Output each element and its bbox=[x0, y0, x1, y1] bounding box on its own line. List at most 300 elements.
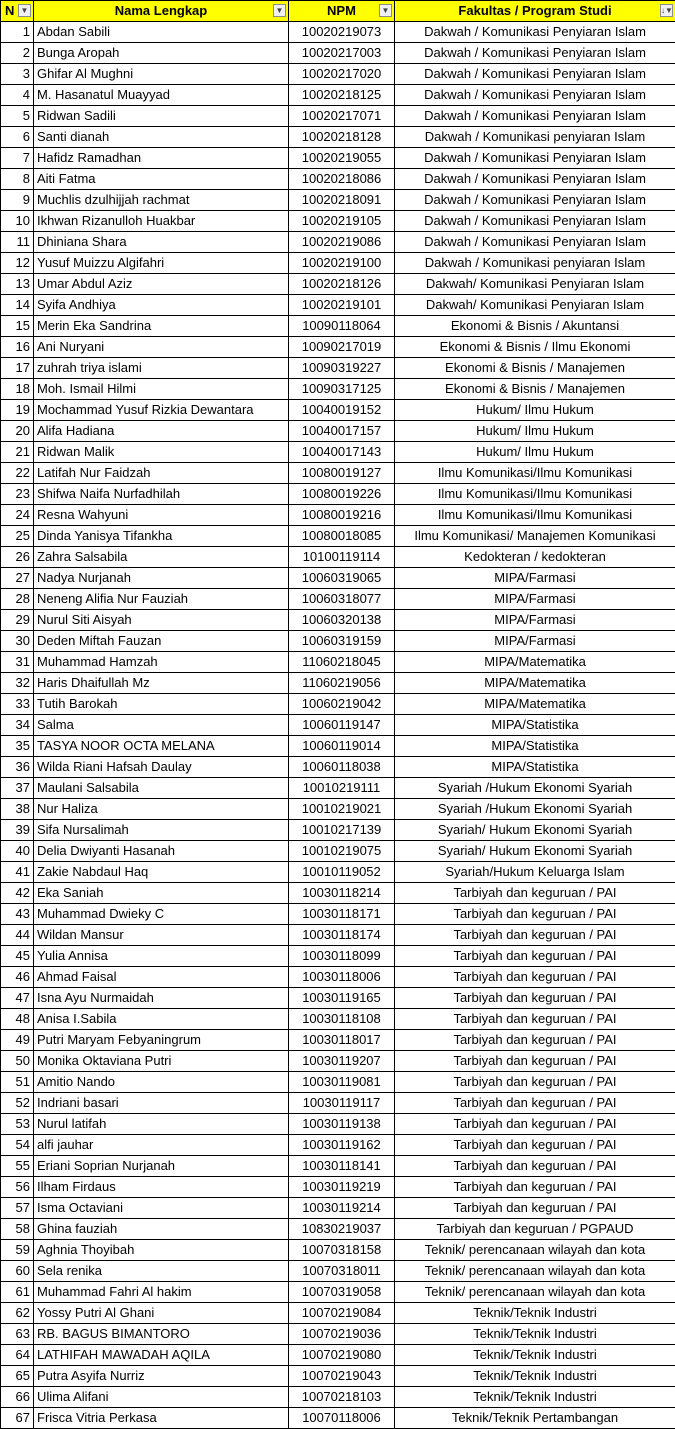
cell-npm[interactable]: 10030119117 bbox=[289, 1093, 395, 1114]
cell-no[interactable]: 33 bbox=[1, 694, 34, 715]
cell-no[interactable]: 26 bbox=[1, 547, 34, 568]
cell-no[interactable]: 8 bbox=[1, 169, 34, 190]
cell-no[interactable]: 1 bbox=[1, 22, 34, 43]
table-row bbox=[1, 1051, 675, 1072]
cell-npm[interactable]: 10020217003 bbox=[289, 43, 395, 64]
sort-filter-icon[interactable]: ↓▼ bbox=[661, 6, 673, 15]
cell-npm[interactable]: 10020218086 bbox=[289, 169, 395, 190]
cell-name[interactable]: RB. BAGUS BIMANTORO bbox=[34, 1324, 289, 1345]
cell-name[interactable]: zuhrah triya islami bbox=[34, 358, 289, 379]
cell-npm[interactable]: 10060119147 bbox=[289, 715, 395, 736]
cell-no[interactable]: 14 bbox=[1, 295, 34, 316]
cell-npm[interactable]: 10090217019 bbox=[289, 337, 395, 358]
cell-npm[interactable]: 10030119162 bbox=[289, 1135, 395, 1156]
cell-name[interactable]: Dhiniana Shara bbox=[34, 232, 289, 253]
cell-name[interactable]: Frisca Vitria Perkasa bbox=[34, 1408, 289, 1429]
table-row bbox=[1, 1366, 675, 1387]
cell-no[interactable]: 50 bbox=[1, 1051, 34, 1072]
cell-fak[interactable]: Teknik/Teknik Industri bbox=[395, 1345, 675, 1366]
cell-no[interactable]: 9 bbox=[1, 190, 34, 211]
header-no[interactable] bbox=[1, 1, 34, 22]
cell-name[interactable]: Haris Dhaifullah Mz bbox=[34, 673, 289, 694]
cell-fak[interactable]: MIPA/Farmasi bbox=[395, 631, 675, 652]
cell-name[interactable]: Nadya Nurjanah bbox=[34, 568, 289, 589]
cell-fak[interactable]: Tarbiyah dan keguruan / PAI bbox=[395, 1030, 675, 1051]
cell-fak[interactable]: Teknik/ perencanaan wilayah dan kota bbox=[395, 1261, 675, 1282]
cell-name[interactable]: Eka Saniah bbox=[34, 883, 289, 904]
cell-npm[interactable]: 10070118006 bbox=[289, 1408, 395, 1429]
cell-fak[interactable]: Ilmu Komunikasi/Ilmu Komunikasi bbox=[395, 463, 675, 484]
cell-fak[interactable]: Hukum/ Ilmu Hukum bbox=[395, 421, 675, 442]
cell-npm[interactable]: 10080019216 bbox=[289, 505, 395, 526]
cell-fak[interactable]: Tarbiyah dan keguruan / PAI bbox=[395, 988, 675, 1009]
cell-fak[interactable]: Dakwah / Komunikasi Penyiaran Islam bbox=[395, 211, 675, 232]
cell-no[interactable]: 5 bbox=[1, 106, 34, 127]
cell-npm[interactable]: 10030118171 bbox=[289, 904, 395, 925]
cell-npm[interactable]: 10060320138 bbox=[289, 610, 395, 631]
filter-dropdown-icon[interactable]: ▼ bbox=[18, 4, 31, 17]
cell-fak[interactable]: Tarbiyah dan keguruan / PAI bbox=[395, 1072, 675, 1093]
cell-fak[interactable]: Ekonomi & Bisnis / Akuntansi bbox=[395, 316, 675, 337]
cell-name[interactable]: Delia Dwiyanti Hasanah bbox=[34, 841, 289, 862]
cell-npm[interactable]: 10070319058 bbox=[289, 1282, 395, 1303]
cell-name[interactable]: Nurul Siti Aisyah bbox=[34, 610, 289, 631]
cell-name[interactable]: Abdan Sabili bbox=[34, 22, 289, 43]
cell-no[interactable]: 16 bbox=[1, 337, 34, 358]
cell-name[interactable]: Monika Oktaviana Putri bbox=[34, 1051, 289, 1072]
cell-no[interactable]: 32 bbox=[1, 673, 34, 694]
cell-npm[interactable]: 10020218128 bbox=[289, 127, 395, 148]
cell-npm[interactable]: 10030119081 bbox=[289, 1072, 395, 1093]
cell-name[interactable]: Mochammad Yusuf Rizkia Dewantara bbox=[34, 400, 289, 421]
table-row bbox=[1, 946, 675, 967]
table-row bbox=[1, 883, 675, 904]
cell-no[interactable]: 22 bbox=[1, 463, 34, 484]
cell-name[interactable]: Syifa Andhiya bbox=[34, 295, 289, 316]
cell-no[interactable]: 60 bbox=[1, 1261, 34, 1282]
cell-fak[interactable]: Dakwah / Komunikasi Penyiaran Islam bbox=[395, 232, 675, 253]
cell-name[interactable]: Dinda Yanisya Tifankha bbox=[34, 526, 289, 547]
cell-fak[interactable]: Tarbiyah dan keguruan / PAI bbox=[395, 883, 675, 904]
cell-fak[interactable]: Tarbiyah dan keguruan / PAI bbox=[395, 1009, 675, 1030]
table-row bbox=[1, 778, 675, 799]
cell-fak[interactable]: Dakwah / Komunikasi Penyiaran Islam bbox=[395, 169, 675, 190]
cell-no[interactable]: 52 bbox=[1, 1093, 34, 1114]
table-row bbox=[1, 568, 675, 589]
cell-npm[interactable]: 10020219073 bbox=[289, 22, 395, 43]
cell-no[interactable]: 43 bbox=[1, 904, 34, 925]
cell-fak[interactable]: MIPA/Farmasi bbox=[395, 568, 675, 589]
cell-npm[interactable]: 10060318077 bbox=[289, 589, 395, 610]
cell-npm[interactable]: 10020218126 bbox=[289, 274, 395, 295]
cell-name[interactable]: TASYA NOOR OCTA MELANA bbox=[34, 736, 289, 757]
cell-name[interactable]: Zahra Salsabila bbox=[34, 547, 289, 568]
cell-fak[interactable]: Syariah /Hukum Ekonomi Syariah bbox=[395, 799, 675, 820]
cell-no[interactable]: 7 bbox=[1, 148, 34, 169]
cell-fak[interactable]: Teknik/Teknik Industri bbox=[395, 1366, 675, 1387]
table-row bbox=[1, 631, 675, 652]
cell-npm[interactable]: 10080019226 bbox=[289, 484, 395, 505]
cell-npm[interactable]: 10020219086 bbox=[289, 232, 395, 253]
cell-fak[interactable]: Tarbiyah dan keguruan / PAI bbox=[395, 1051, 675, 1072]
cell-fak[interactable]: Dakwah/ Komunikasi Penyiaran Islam bbox=[395, 274, 675, 295]
cell-no[interactable]: 57 bbox=[1, 1198, 34, 1219]
cell-npm[interactable]: 10080019127 bbox=[289, 463, 395, 484]
cell-fak[interactable]: Kedokteran / kedokteran bbox=[395, 547, 675, 568]
cell-no[interactable]: 62 bbox=[1, 1303, 34, 1324]
cell-no[interactable]: 6 bbox=[1, 127, 34, 148]
cell-no[interactable]: 21 bbox=[1, 442, 34, 463]
cell-fak[interactable]: Tarbiyah dan keguruan / PGPAUD bbox=[395, 1219, 675, 1240]
cell-no[interactable]: 65 bbox=[1, 1366, 34, 1387]
cell-npm[interactable]: 10100119114 bbox=[289, 547, 395, 568]
cell-npm[interactable]: 10070219080 bbox=[289, 1345, 395, 1366]
cell-no[interactable]: 58 bbox=[1, 1219, 34, 1240]
cell-npm[interactable]: 10090319227 bbox=[289, 358, 395, 379]
cell-npm[interactable]: 10010119052 bbox=[289, 862, 395, 883]
cell-npm[interactable]: 10020217020 bbox=[289, 64, 395, 85]
cell-npm[interactable]: 10020218125 bbox=[289, 85, 395, 106]
cell-no[interactable]: 42 bbox=[1, 883, 34, 904]
cell-no[interactable]: 27 bbox=[1, 568, 34, 589]
table-row bbox=[1, 253, 675, 274]
cell-name[interactable]: Putri Maryam Febyaningrum bbox=[34, 1030, 289, 1051]
header-npm[interactable] bbox=[289, 1, 395, 22]
cell-fak[interactable]: Syariah /Hukum Ekonomi Syariah bbox=[395, 778, 675, 799]
cell-fak[interactable]: Ilmu Komunikasi/Ilmu Komunikasi bbox=[395, 484, 675, 505]
cell-fak[interactable]: Tarbiyah dan keguruan / PAI bbox=[395, 1114, 675, 1135]
cell-fak[interactable]: Dakwah / Komunikasi Penyiaran Islam bbox=[395, 22, 675, 43]
cell-npm[interactable]: 10040019152 bbox=[289, 400, 395, 421]
cell-no[interactable]: 11 bbox=[1, 232, 34, 253]
cell-fak[interactable]: Syariah/ Hukum Ekonomi Syariah bbox=[395, 820, 675, 841]
cell-name[interactable]: Zakie Nabdaul Haq bbox=[34, 862, 289, 883]
cell-name[interactable]: Moh. Ismail Hilmi bbox=[34, 379, 289, 400]
cell-name[interactable]: Ghina fauziah bbox=[34, 1219, 289, 1240]
cell-no[interactable]: 66 bbox=[1, 1387, 34, 1408]
cell-npm[interactable]: 10020219055 bbox=[289, 148, 395, 169]
cell-no[interactable]: 19 bbox=[1, 400, 34, 421]
cell-no[interactable]: 34 bbox=[1, 715, 34, 736]
table-row bbox=[1, 442, 675, 463]
cell-no[interactable]: 53 bbox=[1, 1114, 34, 1135]
cell-fak[interactable]: Tarbiyah dan keguruan / PAI bbox=[395, 1198, 675, 1219]
cell-npm[interactable]: 10060319159 bbox=[289, 631, 395, 652]
table-row bbox=[1, 421, 675, 442]
cell-no[interactable]: 64 bbox=[1, 1345, 34, 1366]
table-row bbox=[1, 589, 675, 610]
cell-no[interactable]: 13 bbox=[1, 274, 34, 295]
table-row bbox=[1, 673, 675, 694]
cell-npm[interactable]: 10080018085 bbox=[289, 526, 395, 547]
cell-no[interactable]: 63 bbox=[1, 1324, 34, 1345]
cell-fak[interactable]: Tarbiyah dan keguruan / PAI bbox=[395, 1093, 675, 1114]
cell-name[interactable]: Ikhwan Rizanulloh Huakbar bbox=[34, 211, 289, 232]
header-row bbox=[1, 1, 675, 22]
cell-npm[interactable]: 10010219075 bbox=[289, 841, 395, 862]
cell-no[interactable]: 4 bbox=[1, 85, 34, 106]
cell-fak[interactable]: MIPA/Farmasi bbox=[395, 589, 675, 610]
cell-name[interactable]: Maulani Salsabila bbox=[34, 778, 289, 799]
cell-name[interactable]: Putra Asyifa Nurriz bbox=[34, 1366, 289, 1387]
cell-npm[interactable]: 10030118174 bbox=[289, 925, 395, 946]
cell-no[interactable]: 59 bbox=[1, 1240, 34, 1261]
cell-fak[interactable]: Teknik/ perencanaan wilayah dan kota bbox=[395, 1282, 675, 1303]
cell-no[interactable]: 28 bbox=[1, 589, 34, 610]
table-row bbox=[1, 1387, 675, 1408]
cell-npm[interactable]: 10020219101 bbox=[289, 295, 395, 316]
cell-name[interactable]: Santi dianah bbox=[34, 127, 289, 148]
cell-name[interactable]: Nurul latifah bbox=[34, 1114, 289, 1135]
cell-name[interactable]: Salma bbox=[34, 715, 289, 736]
cell-npm[interactable]: 10030118108 bbox=[289, 1009, 395, 1030]
cell-fak[interactable]: Dakwah / Komunikasi penyiaran Islam bbox=[395, 253, 675, 274]
cell-name[interactable]: Ridwan Sadili bbox=[34, 106, 289, 127]
cell-no[interactable]: 15 bbox=[1, 316, 34, 337]
cell-npm[interactable]: 10030118017 bbox=[289, 1030, 395, 1051]
cell-name[interactable]: Eriani Soprian Nurjanah bbox=[34, 1156, 289, 1177]
cell-name[interactable]: Muchlis dzulhijjah rachmat bbox=[34, 190, 289, 211]
cell-no[interactable]: 2 bbox=[1, 43, 34, 64]
cell-npm[interactable]: 10030118006 bbox=[289, 967, 395, 988]
cell-name[interactable]: LATHIFAH MAWADAH AQILA bbox=[34, 1345, 289, 1366]
cell-npm[interactable]: 11060219056 bbox=[289, 673, 395, 694]
cell-fak[interactable]: Tarbiyah dan keguruan / PAI bbox=[395, 946, 675, 967]
cell-no[interactable]: 46 bbox=[1, 967, 34, 988]
cell-name[interactable]: Aghnia Thoyibah bbox=[34, 1240, 289, 1261]
cell-fak[interactable]: Tarbiyah dan keguruan / PAI bbox=[395, 967, 675, 988]
cell-name[interactable]: Indriani basari bbox=[34, 1093, 289, 1114]
cell-name[interactable]: Neneng Alifia Nur Fauziah bbox=[34, 589, 289, 610]
cell-fak[interactable]: Syariah/Hukum Keluarga Islam bbox=[395, 862, 675, 883]
cell-no[interactable]: 56 bbox=[1, 1177, 34, 1198]
cell-npm[interactable]: 11060218045 bbox=[289, 652, 395, 673]
cell-name[interactable]: Shifwa Naifa Nurfadhilah bbox=[34, 484, 289, 505]
table-row bbox=[1, 169, 675, 190]
cell-name[interactable]: Yulia Annisa bbox=[34, 946, 289, 967]
cell-npm[interactable]: 10020217071 bbox=[289, 106, 395, 127]
cell-npm[interactable]: 10030119214 bbox=[289, 1198, 395, 1219]
cell-npm[interactable]: 10090317125 bbox=[289, 379, 395, 400]
table-row bbox=[1, 799, 675, 820]
cell-name[interactable]: M. Hasanatul Muayyad bbox=[34, 85, 289, 106]
cell-no[interactable]: 24 bbox=[1, 505, 34, 526]
cell-name[interactable]: Latifah Nur Faidzah bbox=[34, 463, 289, 484]
cell-no[interactable]: 61 bbox=[1, 1282, 34, 1303]
cell-fak[interactable]: Ekonomi & Bisnis / Manajemen bbox=[395, 358, 675, 379]
cell-npm[interactable]: 10030119207 bbox=[289, 1051, 395, 1072]
cell-npm[interactable]: 10040017157 bbox=[289, 421, 395, 442]
cell-no[interactable]: 48 bbox=[1, 1009, 34, 1030]
cell-name[interactable]: Isma Octaviani bbox=[34, 1198, 289, 1219]
cell-no[interactable]: 23 bbox=[1, 484, 34, 505]
header-fakultas[interactable] bbox=[395, 1, 675, 22]
cell-name[interactable]: Aiti Fatma bbox=[34, 169, 289, 190]
cell-no[interactable]: 20 bbox=[1, 421, 34, 442]
cell-npm[interactable]: 10060319065 bbox=[289, 568, 395, 589]
cell-npm[interactable]: 10830219037 bbox=[289, 1219, 395, 1240]
cell-name[interactable]: Anisa I.Sabila bbox=[34, 1009, 289, 1030]
cell-npm[interactable]: 10070318158 bbox=[289, 1240, 395, 1261]
cell-npm[interactable]: 10090118064 bbox=[289, 316, 395, 337]
cell-fak[interactable]: Tarbiyah dan keguruan / PAI bbox=[395, 1156, 675, 1177]
cell-no[interactable]: 3 bbox=[1, 64, 34, 85]
cell-npm[interactable]: 10070219036 bbox=[289, 1324, 395, 1345]
cell-fak[interactable]: Teknik/Teknik Industri bbox=[395, 1324, 675, 1345]
cell-fak[interactable]: MIPA/Statistika bbox=[395, 715, 675, 736]
cell-fak[interactable]: Dakwah / Komunikasi Penyiaran Islam bbox=[395, 85, 675, 106]
cell-fak[interactable]: Dakwah/ Komunikasi Penyiaran Islam bbox=[395, 295, 675, 316]
table-row bbox=[1, 400, 675, 421]
cell-npm[interactable]: 10060219042 bbox=[289, 694, 395, 715]
cell-name[interactable]: Sela renika bbox=[34, 1261, 289, 1282]
cell-name[interactable]: Muhammad Dwieky C bbox=[34, 904, 289, 925]
cell-name[interactable]: Muhammad Hamzah bbox=[34, 652, 289, 673]
cell-no[interactable]: 47 bbox=[1, 988, 34, 1009]
cell-fak[interactable]: Hukum/ Ilmu Hukum bbox=[395, 442, 675, 463]
cell-name[interactable]: Yossy Putri Al Ghani bbox=[34, 1303, 289, 1324]
cell-fak[interactable]: Teknik/ perencanaan wilayah dan kota bbox=[395, 1240, 675, 1261]
cell-name[interactable]: Hafidz Ramadhan bbox=[34, 148, 289, 169]
filter-dropdown-icon[interactable]: ▼ bbox=[379, 4, 392, 17]
cell-npm[interactable]: 10030119165 bbox=[289, 988, 395, 1009]
cell-name[interactable]: Ulima Alifani bbox=[34, 1387, 289, 1408]
cell-name[interactable]: Ilham Firdaus bbox=[34, 1177, 289, 1198]
cell-fak[interactable]: Dakwah / Komunikasi Penyiaran Islam bbox=[395, 106, 675, 127]
cell-no[interactable]: 31 bbox=[1, 652, 34, 673]
table-row bbox=[1, 652, 675, 673]
cell-no[interactable]: 41 bbox=[1, 862, 34, 883]
cell-fak[interactable]: Tarbiyah dan keguruan / PAI bbox=[395, 1135, 675, 1156]
table-row bbox=[1, 43, 675, 64]
cell-name[interactable]: Wilda Riani Hafsah Daulay bbox=[34, 757, 289, 778]
cell-npm[interactable]: 10070219043 bbox=[289, 1366, 395, 1387]
cell-npm[interactable]: 10020219100 bbox=[289, 253, 395, 274]
table-row bbox=[1, 211, 675, 232]
cell-name[interactable]: Ahmad Faisal bbox=[34, 967, 289, 988]
cell-no[interactable]: 37 bbox=[1, 778, 34, 799]
cell-fak[interactable]: Teknik/Teknik Industri bbox=[395, 1387, 675, 1408]
cell-name[interactable]: Isna Ayu Nurmaidah bbox=[34, 988, 289, 1009]
cell-no[interactable]: 35 bbox=[1, 736, 34, 757]
cell-npm[interactable]: 10070218103 bbox=[289, 1387, 395, 1408]
cell-no[interactable]: 40 bbox=[1, 841, 34, 862]
cell-name[interactable]: Yusuf Muizzu Algifahri bbox=[34, 253, 289, 274]
cell-name[interactable]: Bunga Aropah bbox=[34, 43, 289, 64]
cell-no[interactable]: 10 bbox=[1, 211, 34, 232]
cell-name[interactable]: Ridwan Malik bbox=[34, 442, 289, 463]
cell-no[interactable]: 49 bbox=[1, 1030, 34, 1051]
cell-fak[interactable]: MIPA/Farmasi bbox=[395, 610, 675, 631]
cell-fak[interactable]: Dakwah / Komunikasi Penyiaran Islam bbox=[395, 148, 675, 169]
cell-fak[interactable]: Dakwah / Komunikasi penyiaran Islam bbox=[395, 127, 675, 148]
cell-name[interactable]: Umar Abdul Aziz bbox=[34, 274, 289, 295]
cell-npm[interactable]: 10040017143 bbox=[289, 442, 395, 463]
cell-no[interactable]: 36 bbox=[1, 757, 34, 778]
cell-no[interactable]: 54 bbox=[1, 1135, 34, 1156]
cell-fak[interactable]: Ilmu Komunikasi/Ilmu Komunikasi bbox=[395, 505, 675, 526]
table-row bbox=[1, 736, 675, 757]
cell-npm[interactable]: 10030118141 bbox=[289, 1156, 395, 1177]
cell-npm[interactable]: 10030118099 bbox=[289, 946, 395, 967]
cell-name[interactable]: Alifa Hadiana bbox=[34, 421, 289, 442]
table-row bbox=[1, 1198, 675, 1219]
cell-npm[interactable]: 10060119014 bbox=[289, 736, 395, 757]
cell-no[interactable]: 55 bbox=[1, 1156, 34, 1177]
cell-no[interactable]: 38 bbox=[1, 799, 34, 820]
cell-fak[interactable]: MIPA/Statistika bbox=[395, 736, 675, 757]
cell-no[interactable]: 30 bbox=[1, 631, 34, 652]
cell-npm[interactable]: 10030119219 bbox=[289, 1177, 395, 1198]
table-row bbox=[1, 1072, 675, 1093]
cell-no[interactable]: 12 bbox=[1, 253, 34, 274]
cell-fak[interactable]: MIPA/Matematika bbox=[395, 652, 675, 673]
filter-dropdown-icon[interactable]: ▼ bbox=[273, 4, 286, 17]
cell-name[interactable]: Muhammad Fahri Al hakim bbox=[34, 1282, 289, 1303]
cell-name[interactable]: Ghifar Al Mughni bbox=[34, 64, 289, 85]
cell-fak[interactable]: Ekonomi & Bisnis / Ilmu Ekonomi bbox=[395, 337, 675, 358]
cell-name[interactable]: Nur Haliza bbox=[34, 799, 289, 820]
header-name[interactable] bbox=[34, 1, 289, 22]
cell-name[interactable]: Merin Eka Sandrina bbox=[34, 316, 289, 337]
cell-fak[interactable]: Tarbiyah dan keguruan / PAI bbox=[395, 904, 675, 925]
cell-name[interactable]: Amitio Nando bbox=[34, 1072, 289, 1093]
cell-fak[interactable]: MIPA/Matematika bbox=[395, 694, 675, 715]
cell-name[interactable]: Sifa Nursalimah bbox=[34, 820, 289, 841]
cell-name[interactable]: alfi jauhar bbox=[34, 1135, 289, 1156]
cell-fak[interactable]: Tarbiyah dan keguruan / PAI bbox=[395, 1177, 675, 1198]
cell-name[interactable]: Ani Nuryani bbox=[34, 337, 289, 358]
cell-fak[interactable]: Dakwah / Komunikasi Penyiaran Islam bbox=[395, 43, 675, 64]
cell-no[interactable]: 17 bbox=[1, 358, 34, 379]
cell-npm[interactable]: 10070219084 bbox=[289, 1303, 395, 1324]
cell-no[interactable]: 67 bbox=[1, 1408, 34, 1429]
cell-fak[interactable]: Teknik/Teknik Industri bbox=[395, 1303, 675, 1324]
cell-npm[interactable]: 10030118214 bbox=[289, 883, 395, 904]
cell-no[interactable]: 39 bbox=[1, 820, 34, 841]
cell-fak[interactable]: Dakwah / Komunikasi Penyiaran Islam bbox=[395, 64, 675, 85]
cell-npm[interactable]: 10010219021 bbox=[289, 799, 395, 820]
cell-fak[interactable]: Ilmu Komunikasi/ Manajemen Komunikasi bbox=[395, 526, 675, 547]
cell-npm[interactable]: 10070318011 bbox=[289, 1261, 395, 1282]
cell-no[interactable]: 44 bbox=[1, 925, 34, 946]
cell-npm[interactable]: 10020218091 bbox=[289, 190, 395, 211]
cell-fak[interactable]: Hukum/ Ilmu Hukum bbox=[395, 400, 675, 421]
cell-npm[interactable]: 10060118038 bbox=[289, 757, 395, 778]
cell-no[interactable]: 29 bbox=[1, 610, 34, 631]
cell-no[interactable]: 18 bbox=[1, 379, 34, 400]
cell-fak[interactable]: Teknik/Teknik Pertambangan bbox=[395, 1408, 675, 1429]
cell-no[interactable]: 45 bbox=[1, 946, 34, 967]
cell-no[interactable]: 25 bbox=[1, 526, 34, 547]
cell-name[interactable]: Wildan Mansur bbox=[34, 925, 289, 946]
cell-name[interactable]: Tutih Barokah bbox=[34, 694, 289, 715]
cell-fak[interactable]: MIPA/Statistika bbox=[395, 757, 675, 778]
cell-fak[interactable]: Ekonomi & Bisnis / Manajemen bbox=[395, 379, 675, 400]
cell-fak[interactable]: Syariah/ Hukum Ekonomi Syariah bbox=[395, 841, 675, 862]
cell-npm[interactable]: 10010219111 bbox=[289, 778, 395, 799]
cell-name[interactable]: Deden Miftah Fauzan bbox=[34, 631, 289, 652]
table-row bbox=[1, 967, 675, 988]
cell-fak[interactable]: Tarbiyah dan keguruan / PAI bbox=[395, 925, 675, 946]
cell-no[interactable]: 51 bbox=[1, 1072, 34, 1093]
cell-name[interactable]: Resna Wahyuni bbox=[34, 505, 289, 526]
cell-fak[interactable]: MIPA/Matematika bbox=[395, 673, 675, 694]
cell-npm[interactable]: 10010217139 bbox=[289, 820, 395, 841]
cell-npm[interactable]: 10020219105 bbox=[289, 211, 395, 232]
cell-fak[interactable]: Dakwah / Komunikasi Penyiaran Islam bbox=[395, 190, 675, 211]
cell-npm[interactable]: 10030119138 bbox=[289, 1114, 395, 1135]
